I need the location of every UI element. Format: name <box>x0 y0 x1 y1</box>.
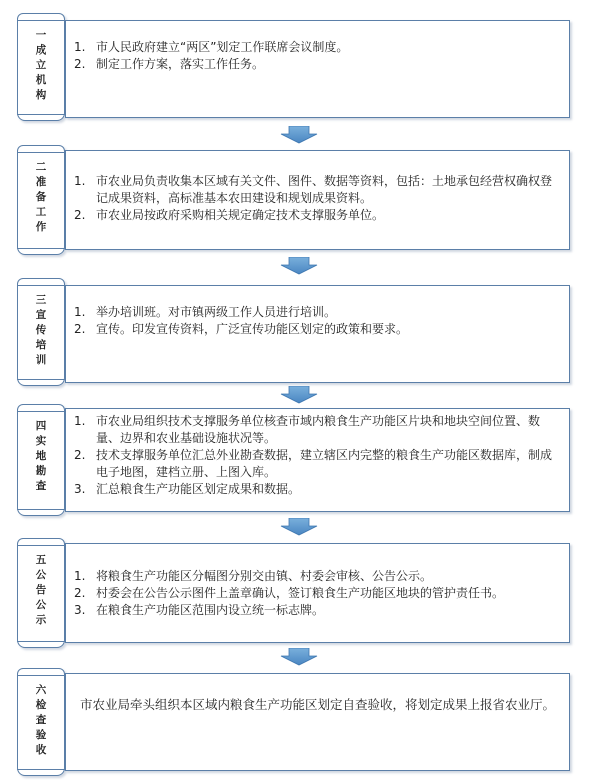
arrow-down-icon <box>280 648 318 666</box>
step-1-title-scroll <box>17 13 65 121</box>
step-3-item-1: 1. 举办培训班。对市镇两级工作人员进行培训。 <box>74 305 337 319</box>
step-5-title-scroll <box>17 538 65 648</box>
step-1-title: 一 成 立 机 构 <box>35 29 47 101</box>
step-2-title-scroll <box>17 145 65 255</box>
step-3-item-2: 2. 宣传。印发宣传资料，广泛宣传功能区划定的政策和要求。 <box>74 322 409 336</box>
step-2-title: 二 准 备 工 作 <box>35 161 47 233</box>
step-2-box <box>65 150 570 250</box>
step-3-title-scroll <box>17 278 65 386</box>
arrow-down-icon <box>280 518 318 536</box>
step-4-title-scroll <box>17 404 65 516</box>
step-2-item-2: 2. 市农业局按政府采购相关规定确定技术支撑服务单位。 <box>74 208 385 222</box>
arrow-down-icon <box>280 126 318 144</box>
arrow-down-icon <box>280 386 318 404</box>
step-5-item-1: 1. 将粮食生产功能区分幅图分别交由镇、村委会审核、公告公示。 <box>74 569 433 583</box>
step-1-item-2: 2. 制定工作方案，落实工作任务。 <box>74 57 265 71</box>
step-5-item-2: 2. 村委会在公告公示图件上盖章确认，签订粮食生产功能区地块的管护责任书。 <box>74 586 505 600</box>
step-1-box <box>65 20 570 118</box>
step-6-title: 六 检 查 验 收 <box>35 684 47 756</box>
step-5-item-3: 3. 在粮食生产功能区范围内设立统一标志牌。 <box>74 603 325 617</box>
step-6-text: 市农业局牵头组织本区域内粮食生产功能区划定自查验收，将划定成果上报省农业厅。 <box>80 697 556 712</box>
step-5-box <box>65 543 570 643</box>
step-3-box <box>65 285 570 383</box>
step-4-box <box>65 408 570 512</box>
step-1-item-1: 1. 市人民政府建立“两区”划定工作联席会议制度。 <box>74 40 349 54</box>
step-6-box <box>65 673 570 771</box>
step-4-title: 四 实 地 勘 查 <box>35 420 47 492</box>
step-4-item-3: 3. 汇总粮食生产功能区划定成果和数据。 <box>74 482 301 496</box>
step-4-item-2: 2. 技术支撑服务单位汇总外业勘查数据，建立辖区内完整的粮食生产功能区数据库，制成电子地图，建档立册、上图入库。 <box>74 448 553 479</box>
arrow-down-icon <box>280 257 318 275</box>
step-3-title: 三 宣 传 培 训 <box>35 294 47 366</box>
step-6-title-scroll <box>17 668 65 776</box>
step-2-item-1: 1. 市农业局负责收集本区域有关文件、图件、数据等资料，包括：土地承包经营权确权登记成果资料，高标准基本农田建设和规划成果资料。 <box>74 174 553 205</box>
step-5-title: 五 公 告 公 示 <box>35 554 47 626</box>
step-4-item-1: 1. 市农业局组织技术支撑服务单位核查市域内粮食生产功能区片块和地块空间位置、数量、边界和农业基础设施状况等。 <box>74 414 541 445</box>
